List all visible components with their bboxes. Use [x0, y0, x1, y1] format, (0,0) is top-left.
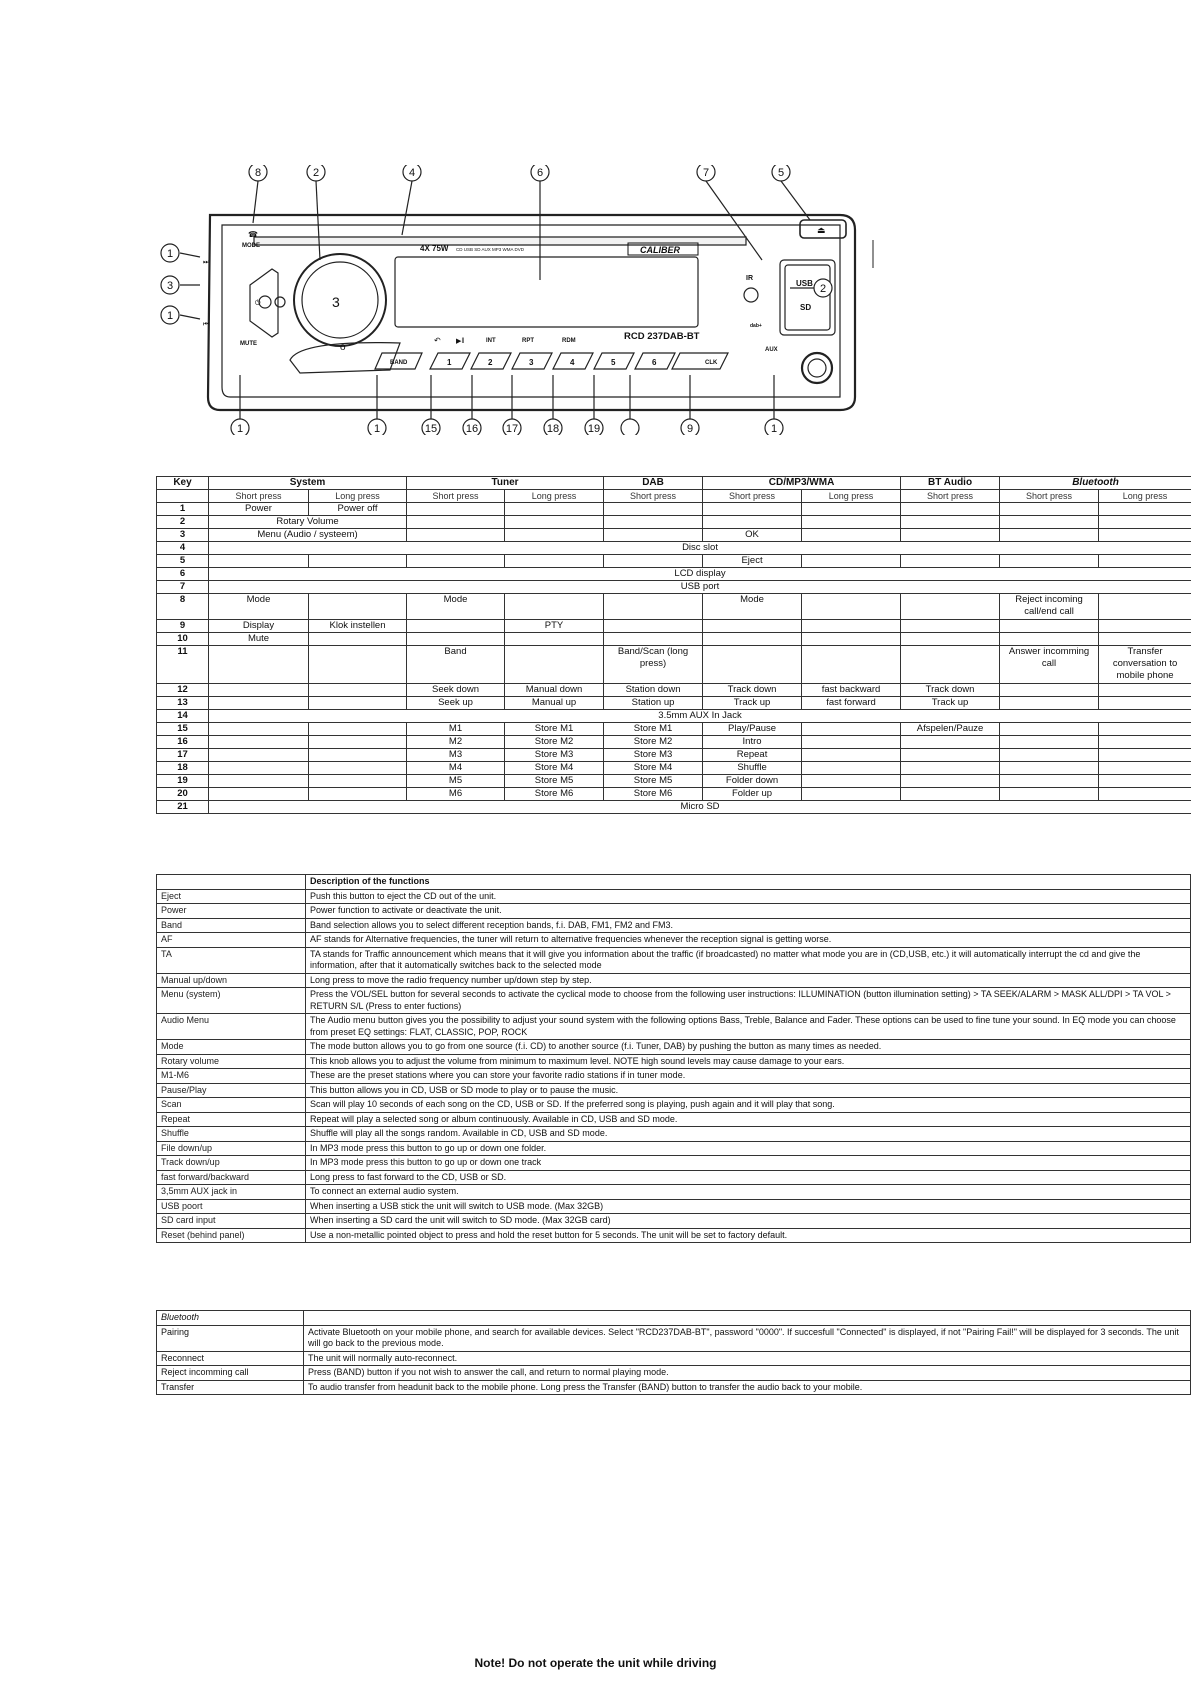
- function-name: Manual up/down: [157, 973, 306, 988]
- function-name: Power: [157, 904, 306, 919]
- preset-button-label: 5: [611, 358, 616, 367]
- function-description: Band selection allows you to select different reception bands, f.i. DAB, FM1, FM2 and FM3.: [306, 918, 1191, 933]
- sub-cell: Short press: [901, 490, 1000, 503]
- table-cell: Play/Pause: [703, 723, 802, 736]
- phone-icon: ☎: [248, 230, 258, 239]
- table-cell: Store M1: [604, 723, 703, 736]
- table-row: [157, 1014, 1191, 1040]
- preset-button: [512, 353, 552, 369]
- sub-cell: [157, 490, 209, 503]
- table-cell: Store M3: [604, 749, 703, 762]
- table-row: [157, 581, 1191, 594]
- table-cell: Track up: [901, 697, 1000, 710]
- aux-label: AUX: [765, 347, 778, 353]
- key-number: 1: [157, 503, 209, 516]
- radio-front-panel-diagram: [150, 165, 910, 435]
- table-row: [157, 1170, 1191, 1185]
- table-cell: Mode: [407, 594, 505, 620]
- function-name: SD card input: [157, 1214, 306, 1229]
- table-cell: Reject incoming call/end call: [1000, 594, 1099, 620]
- table-row: [157, 1112, 1191, 1127]
- table-cell: M3: [407, 749, 505, 762]
- function-name: TA: [157, 947, 306, 973]
- function-name: Repeat: [157, 1112, 306, 1127]
- table-cell: Band: [407, 646, 505, 684]
- table-cell: Folder up: [703, 788, 802, 801]
- callout-top: [307, 165, 325, 181]
- key-number: 6: [157, 568, 209, 581]
- key-number: 7: [157, 581, 209, 594]
- function-description: The Audio menu button gives you the possibility to adjust your sound system with the following options Bass, Treble, Balance and Fader. These options can be used to fine tune your sound. In EQ mode you can choose from preset EQ settings: FLAT, CLASSIC, POP, ROCK: [306, 1014, 1191, 1040]
- key-number: 5: [157, 555, 209, 568]
- table-cell: Folder down: [703, 775, 802, 788]
- table-cell: Store M5: [604, 775, 703, 788]
- function-description: To connect an external audio system.: [306, 1185, 1191, 1200]
- function-description-table: [156, 874, 1191, 1243]
- callout-top: [249, 165, 267, 181]
- table-cell: Station up: [604, 697, 703, 710]
- table-row: [157, 801, 1191, 814]
- table-cell: Track down: [901, 684, 1000, 697]
- function-name: Reset (behind panel): [157, 1228, 306, 1243]
- table-row: [157, 775, 1191, 788]
- table-row: [157, 1366, 1191, 1381]
- function-name: Scan: [157, 1098, 306, 1113]
- table-cell: fast backward: [802, 684, 901, 697]
- table-row: [157, 723, 1191, 736]
- preset-button-label: 1: [447, 358, 452, 367]
- svg-text:8: 8: [254, 167, 262, 179]
- callout-top: [531, 165, 549, 181]
- table-cell: Track up: [703, 697, 802, 710]
- table-row: [157, 736, 1191, 749]
- rpt-label: RPT: [522, 338, 534, 344]
- table-row: [157, 529, 1191, 542]
- table-row: [157, 697, 1191, 710]
- key-number: 2: [157, 516, 209, 529]
- clk-button: [672, 353, 728, 369]
- table-cell: M1: [407, 723, 505, 736]
- bluetooth-item-description: The unit will normally auto-reconnect.: [304, 1351, 1191, 1366]
- function-description: In MP3 mode press this button to go up or down one folder.: [306, 1141, 1191, 1156]
- callout-bottom: [422, 419, 440, 435]
- key-number: 21: [157, 801, 209, 814]
- svg-text:19: 19: [587, 423, 601, 435]
- table-row: [157, 1141, 1191, 1156]
- sub-cell: Long press: [505, 490, 604, 503]
- svg-text:17: 17: [505, 423, 519, 435]
- table-cell: Answer incomming call: [1000, 646, 1099, 684]
- callout-left: [161, 276, 179, 294]
- table-cell: Menu (Audio / systeem): [209, 529, 407, 542]
- model-label: RCD 237DAB-BT: [624, 331, 700, 342]
- back-icon: ↶: [434, 336, 441, 345]
- prev-icon: ⏮: [203, 321, 210, 328]
- function-description: Push this button to eject the CD out of the unit.: [306, 889, 1191, 904]
- table-cell: Intro: [703, 736, 802, 749]
- function-name: M1-M6: [157, 1069, 306, 1084]
- function-description: Shuffle will play all the songs random. Available in CD, USB and SD mode.: [306, 1127, 1191, 1142]
- table-cell: USB port: [209, 581, 1191, 594]
- key-number: 3: [157, 529, 209, 542]
- key-number: 4: [157, 542, 209, 555]
- key-number: 16: [157, 736, 209, 749]
- eject-icon: ⏏: [817, 225, 826, 235]
- sub-cell: Short press: [604, 490, 703, 503]
- table-cell: Repeat: [703, 749, 802, 762]
- callout-bottom: [585, 419, 603, 435]
- callout-top: [403, 165, 421, 181]
- bluetooth-item-description: Press (BAND) button if you not wish to answer the call, and return to normal playing mode.: [304, 1366, 1191, 1381]
- table-cell: Mode: [703, 594, 802, 620]
- table-cell: Store M6: [505, 788, 604, 801]
- table-row: [157, 947, 1191, 973]
- svg-text:2: 2: [312, 167, 320, 179]
- callout-bottom: [503, 419, 521, 435]
- callout-top: [697, 165, 715, 181]
- table-cell: Manual up: [505, 697, 604, 710]
- table-cell: Seek down: [407, 684, 505, 697]
- table-row: [157, 1040, 1191, 1055]
- function-description: Use a non-metallic pointed object to press and hold the reset button for 5 seconds. The unit will be set to factory default.: [306, 1228, 1191, 1243]
- svg-text:9: 9: [686, 423, 694, 435]
- table-row: [157, 973, 1191, 988]
- svg-text:5: 5: [777, 167, 785, 179]
- preset-button-label: 3: [529, 358, 534, 367]
- svg-text:7: 7: [702, 167, 710, 179]
- function-name: Audio Menu: [157, 1014, 306, 1040]
- table-row: [157, 646, 1191, 684]
- callout-right: [814, 279, 832, 297]
- next-icon: ⏭: [203, 259, 210, 266]
- callout-bottom: [231, 419, 249, 435]
- sub-cell: Long press: [802, 490, 901, 503]
- preset-button: [553, 353, 593, 369]
- header-cd: CD/MP3/WMA: [703, 477, 901, 490]
- function-name: Mode: [157, 1040, 306, 1055]
- power-rating-text: 4X 75W: [420, 244, 449, 253]
- table-cell: M4: [407, 762, 505, 775]
- table-row: [157, 988, 1191, 1014]
- table-cell: Mode: [209, 594, 309, 620]
- sub-cell: Long press: [309, 490, 407, 503]
- table-row: [157, 918, 1191, 933]
- table-cell: Power: [209, 503, 309, 516]
- bluetooth-item-name: Transfer: [157, 1380, 304, 1395]
- bt-table-header: [157, 1311, 1191, 1326]
- table-cell: Display: [209, 620, 309, 633]
- int-label: INT: [486, 338, 496, 344]
- svg-text:6: 6: [536, 167, 544, 179]
- function-name: AF: [157, 933, 306, 948]
- function-name: Track down/up: [157, 1156, 306, 1171]
- svg-text:2: 2: [819, 283, 827, 295]
- key-table-subheader: [157, 490, 1191, 503]
- band-button-label: BAND: [390, 360, 408, 366]
- table-cell: Micro SD: [209, 801, 1191, 814]
- ir-label: IR: [746, 275, 753, 282]
- table-cell: LCD display: [209, 568, 1191, 581]
- table-cell: fast forward: [802, 697, 901, 710]
- table-cell: PTY: [505, 620, 604, 633]
- function-name: File down/up: [157, 1141, 306, 1156]
- header-tuner: Tuner: [407, 477, 604, 490]
- table-row: [157, 1214, 1191, 1229]
- function-name: Menu (system): [157, 988, 306, 1014]
- function-name: Shuffle: [157, 1127, 306, 1142]
- table-row: [157, 889, 1191, 904]
- rdm-label: RDM: [562, 338, 576, 344]
- usb-label: USB: [796, 279, 813, 288]
- header-system: System: [209, 477, 407, 490]
- function-description: Long press to fast forward to the CD, USB or SD.: [306, 1170, 1191, 1185]
- function-description: When inserting a USB stick the unit will switch to USB mode. (Max 32GB): [306, 1199, 1191, 1214]
- sub-cell: Short press: [407, 490, 505, 503]
- svg-text:4: 4: [408, 167, 416, 179]
- function-description: The mode button allows you to go from one source (f.i. CD) to another source (f.i. Tuner, DAB) by pushing the button as many times as needed.: [306, 1040, 1191, 1055]
- callout-bottom: [368, 419, 386, 435]
- table-row: [157, 503, 1191, 516]
- table-row: [157, 542, 1191, 555]
- table-cell: Seek up: [407, 697, 505, 710]
- preset-button: [594, 353, 634, 369]
- table-cell: M5: [407, 775, 505, 788]
- key-number: 13: [157, 697, 209, 710]
- table-cell: Station down: [604, 684, 703, 697]
- table-cell: Store M2: [505, 736, 604, 749]
- table-cell: Manual down: [505, 684, 604, 697]
- function-name: fast forward/backward: [157, 1170, 306, 1185]
- table-cell: OK: [703, 529, 802, 542]
- callout-left: [161, 244, 179, 262]
- sub-cell: Short press: [209, 490, 309, 503]
- preset-button-label: 4: [570, 358, 575, 367]
- table-cell: Band/Scan (long press): [604, 646, 703, 684]
- table-row: [157, 633, 1191, 646]
- sub-cell: Long press: [1099, 490, 1191, 503]
- table-row: [157, 1185, 1191, 1200]
- table-row: [157, 1156, 1191, 1171]
- key-number: 11: [157, 646, 209, 684]
- key-number: 15: [157, 723, 209, 736]
- formats-text: CD USB SD AUX MP3 WMA DVD: [456, 247, 525, 252]
- table-row: [157, 1083, 1191, 1098]
- function-description: AF stands for Alternative frequencies, the tuner will return to alternative frequencies whenever the reception signal is getting worse.: [306, 933, 1191, 948]
- function-description: When inserting a SD card the unit will switch to SD mode. (Max 32GB card): [306, 1214, 1191, 1229]
- table-cell: Shuffle: [703, 762, 802, 775]
- svg-text:1: 1: [166, 310, 174, 322]
- func-table-header: [157, 875, 1191, 890]
- svg-text:1: 1: [236, 423, 244, 435]
- brand-logo: CALIBER: [640, 245, 680, 255]
- table-row: [157, 555, 1191, 568]
- dab-badge: dab+: [750, 323, 762, 329]
- table-cell: Afspelen/Pauze: [901, 723, 1000, 736]
- table-row: [157, 1228, 1191, 1243]
- bluetooth-item-name: Pairing: [157, 1325, 304, 1351]
- function-name: 3,5mm AUX jack in: [157, 1185, 306, 1200]
- table-row: [157, 684, 1191, 697]
- preset-button-label: 2: [488, 358, 493, 367]
- callout-bottom: [621, 419, 639, 435]
- function-description: TA stands for Traffic announcement which means that it will give you information about the traffic (if broadcasted) no matter what mode you are in (CD,USB, etc.) it will automatically interrupt the cd and give the information, after that it automatically switches back to the selected mode: [306, 947, 1191, 973]
- key-number: 8: [157, 594, 209, 620]
- play-pause-icon: ▶‖: [456, 338, 465, 345]
- table-row: [157, 1325, 1191, 1351]
- table-row: [157, 1351, 1191, 1366]
- sub-cell: Short press: [703, 490, 802, 503]
- bt-header-title: Bluetooth: [157, 1311, 304, 1326]
- key-number: 12: [157, 684, 209, 697]
- svg-text:3: 3: [166, 280, 174, 292]
- header-dab: DAB: [604, 477, 703, 490]
- table-row: [157, 710, 1191, 723]
- function-name: Band: [157, 918, 306, 933]
- header-bt-audio: BT Audio: [901, 477, 1000, 490]
- svg-text:15: 15: [424, 423, 438, 435]
- table-cell: Store M5: [505, 775, 604, 788]
- header-key: Key: [157, 477, 209, 490]
- function-description: This button allows you in CD, USB or SD mode to play or to pause the music.: [306, 1083, 1191, 1098]
- key-number: 9: [157, 620, 209, 633]
- callout-bottom: [681, 419, 699, 435]
- table-cell: Store M4: [604, 762, 703, 775]
- clk-button-label: CLK: [705, 360, 718, 366]
- table-cell: Mute: [209, 633, 309, 646]
- table-cell: M2: [407, 736, 505, 749]
- key-number: 10: [157, 633, 209, 646]
- callout-top: [772, 165, 790, 181]
- key-number: 18: [157, 762, 209, 775]
- table-cell: Disc slot: [209, 542, 1191, 555]
- table-row: [157, 568, 1191, 581]
- callout-inner-3: 3: [332, 294, 340, 310]
- header-bluetooth: Bluetooth: [1000, 477, 1191, 490]
- callout-bottom: [463, 419, 481, 435]
- preset-button: [430, 353, 470, 369]
- key-number: 17: [157, 749, 209, 762]
- function-description: Scan will play 10 seconds of each song on the CD, USB or SD. If the preferred song is playing, push again and it will play that song.: [306, 1098, 1191, 1113]
- table-cell: Store M1: [505, 723, 604, 736]
- function-description: Long press to move the radio frequency number up/down step by step.: [306, 973, 1191, 988]
- table-row: [157, 1054, 1191, 1069]
- table-row: [157, 594, 1191, 620]
- table-row: [157, 762, 1191, 775]
- svg-text:16: 16: [465, 423, 479, 435]
- callout-bottom: [544, 419, 562, 435]
- table-row: [157, 1380, 1191, 1395]
- svg-text:1: 1: [166, 248, 174, 260]
- callout-bottom: [765, 419, 783, 435]
- table-cell: Klok instellen: [309, 620, 407, 633]
- table-cell: Transfer conversation to mobile phone: [1099, 646, 1191, 684]
- table-cell: Store M4: [505, 762, 604, 775]
- table-row: [157, 788, 1191, 801]
- table-cell: M6: [407, 788, 505, 801]
- preset-button: [635, 353, 675, 369]
- function-description: These are the preset stations where you can store your favorite radio stations if in tuner mode.: [306, 1069, 1191, 1084]
- preset-button: [471, 353, 511, 369]
- function-name: Rotary volume: [157, 1054, 306, 1069]
- svg-text:18: 18: [546, 423, 560, 435]
- func-header-title: Description of the functions: [306, 875, 1191, 890]
- function-description: Power function to activate or deactivate the unit.: [306, 904, 1191, 919]
- table-row: [157, 1069, 1191, 1084]
- preset-button-label: 6: [652, 358, 657, 367]
- table-row: [157, 1199, 1191, 1214]
- sub-cell: Short press: [1000, 490, 1099, 503]
- key-number: 14: [157, 710, 209, 723]
- table-row: [157, 1127, 1191, 1142]
- function-name: USB poort: [157, 1199, 306, 1214]
- power-dot-icon: o: [340, 342, 346, 353]
- function-name: Pause/Play: [157, 1083, 306, 1098]
- table-cell: Rotary Volume: [209, 516, 407, 529]
- bluetooth-item-name: Reconnect: [157, 1351, 304, 1366]
- bluetooth-item-description: To audio transfer from headunit back to the mobile phone. Long press the Transfer (BAND) button to transfer the audio back to your mobile.: [304, 1380, 1191, 1395]
- table-cell: Store M6: [604, 788, 703, 801]
- function-name: Eject: [157, 889, 306, 904]
- table-cell: 3.5mm AUX In Jack: [209, 710, 1191, 723]
- power-icon: ⏻: [255, 300, 261, 307]
- table-row: [157, 516, 1191, 529]
- table-cell: Power off: [309, 503, 407, 516]
- table-row: [157, 933, 1191, 948]
- key-function-table: [156, 476, 1191, 814]
- mute-label: MUTE: [240, 341, 257, 347]
- function-description: Repeat will play a selected song or album continuously. Available in CD, USB and SD mode.: [306, 1112, 1191, 1127]
- key-number: 19: [157, 775, 209, 788]
- bluetooth-table: [156, 1310, 1191, 1395]
- function-description: In MP3 mode press this button to go up or down one track: [306, 1156, 1191, 1171]
- function-description: Press the VOL/SEL button for several seconds to activate the cyclical mode to choose from the following user instructions: ILLUMINATION (button illumination setting) > TA SEEK/ALARM > MASK ALL/DPI > TA VOL > RETURN S/L (Press to enter fuctions): [306, 988, 1191, 1014]
- table-cell: Store M3: [505, 749, 604, 762]
- table-row: [157, 1098, 1191, 1113]
- svg-text:1: 1: [373, 423, 381, 435]
- key-table-header: [157, 477, 1191, 490]
- table-row: [157, 904, 1191, 919]
- table-cell: Track down: [703, 684, 802, 697]
- table-cell: Eject: [703, 555, 802, 568]
- safety-note: Note! Do not operate the unit while driving: [474, 1656, 717, 1670]
- svg-text:1: 1: [770, 423, 778, 435]
- table-cell: Store M2: [604, 736, 703, 749]
- bluetooth-item-description: Activate Bluetooth on your mobile phone, and search for available devices. Select "RCD237DAB-BT", password "0000". If succesfull "Connected" is displayed, if not "Pairing Fail!" will be displayed for 3 seconds. The unit will go back to the previous mode.: [304, 1325, 1191, 1351]
- sd-label: SD: [800, 303, 812, 312]
- table-row: [157, 749, 1191, 762]
- function-description: This knob allows you to adjust the volume from minimum to maximum level. NOTE high sound levels may cause damage to your ears.: [306, 1054, 1191, 1069]
- table-row: [157, 620, 1191, 633]
- bluetooth-item-name: Reject incomming call: [157, 1366, 304, 1381]
- key-number: 20: [157, 788, 209, 801]
- mode-label: MODE: [242, 243, 260, 249]
- callout-left: [161, 306, 179, 324]
